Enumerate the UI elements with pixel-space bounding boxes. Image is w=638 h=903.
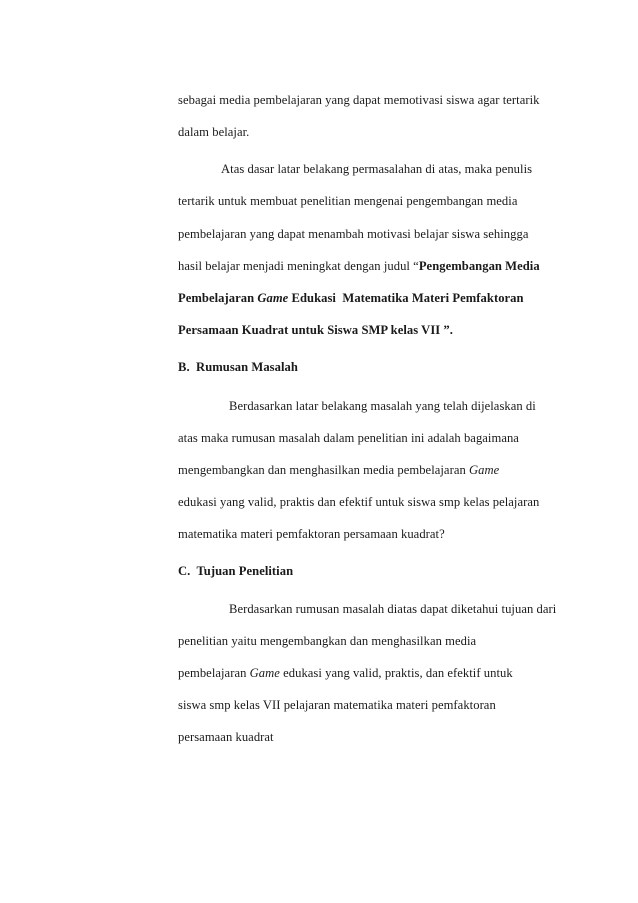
title-text-bold: Pengembangan Media [418,259,540,273]
body-text-line: dalam belajar. [178,125,250,139]
body-text-line [178,665,513,681]
body-text-line: penelitian yaitu mengembangkan dan menghasilkan media [178,634,477,648]
body-text: mengembangkan dan menghasilkan media pembelajaran [178,463,469,477]
body-text-line: Atas dasar latar belakang permasalahan di atas, maka penulis [221,162,533,176]
body-text-line: atas maka rumusan masalah dalam penelitian ini adalah bagaimana [178,431,519,445]
body-text: hasil belajar menjadi meningkat dengan judul “ [178,259,419,273]
title-text-bold: Edukasi Matematika Materi Pemfaktoran [288,291,524,305]
section-heading: B. Rumusan Masalah [178,360,298,374]
title-text-bold-italic: Game [257,291,289,305]
body-text-line: Berdasarkan rumusan masalah diatas dapat diketahui tujuan dari [229,602,557,616]
body-text-line: edukasi yang valid, praktis dan efektif untuk siswa smp kelas pelajaran [178,495,540,509]
body-text-line [178,462,499,478]
body-text-italic: Game [469,463,500,477]
body-text-line: sebagai media pembelajaran yang dapat memotivasi siswa agar tertarik [178,93,540,107]
body-text-line: siswa smp kelas VII pelajaran matematika materi pemfaktoran [178,698,496,712]
body-text-line: Berdasarkan latar belakang masalah yang telah dijelaskan di [229,399,536,413]
body-text-italic: Game [249,666,280,680]
title-text-bold: Pembelajaran [178,291,258,305]
body-text: edukasi yang valid, praktis, dan efektif untuk [279,666,513,680]
body-text-line: pembelajaran yang dapat menambah motivasi belajar siswa sehingga [178,227,529,241]
body-text-line [178,258,540,274]
title-text-line: Persamaan Kuadrat untuk Siswa SMP kelas VII ”. [178,323,453,337]
title-text-line [178,290,524,306]
body-text-line: persamaan kuadrat [178,730,274,744]
body-text: pembelajaran [178,666,250,680]
body-text-line: matematika materi pemfaktoran persamaan kuadrat? [178,527,445,541]
section-heading: C. Tujuan Penelitian [178,564,294,578]
body-text-line: tertarik untuk membuat penelitian mengenai pengembangan media [178,194,518,208]
